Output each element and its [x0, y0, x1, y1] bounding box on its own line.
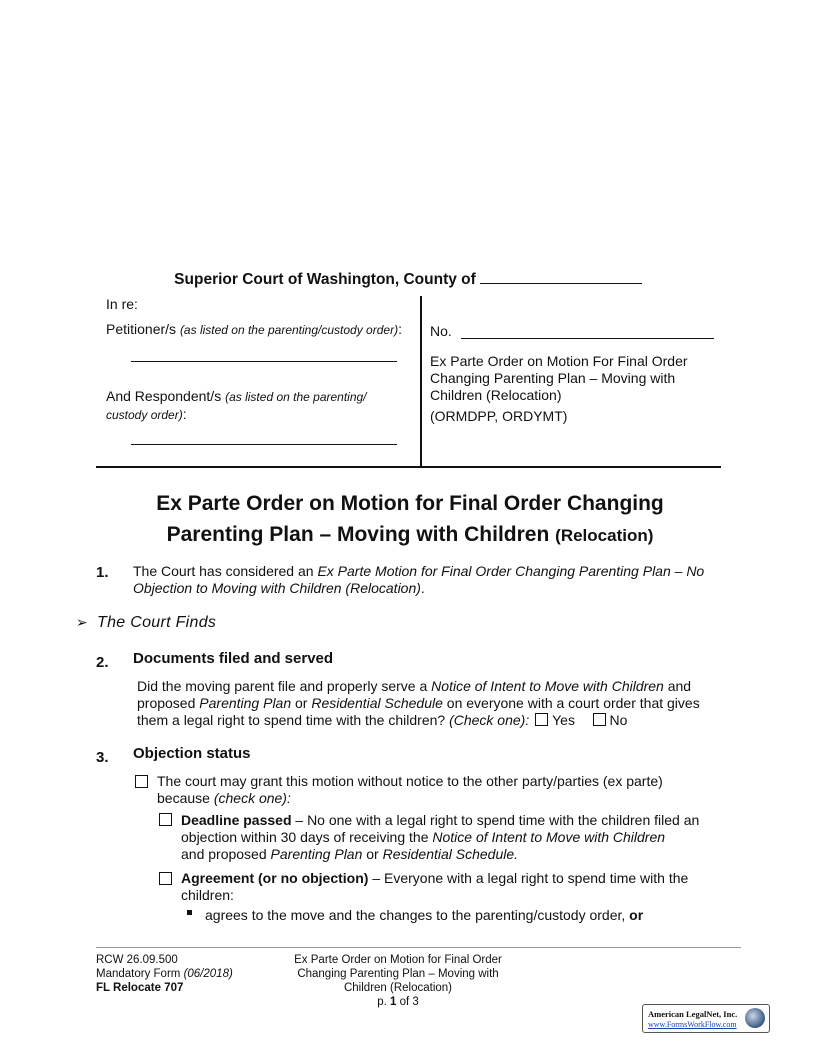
deadline-a: – No one with a legal right to spend time with the children filed an objection within 30 days of receiving the — [181, 812, 700, 845]
case-number-line[interactable] — [461, 338, 714, 339]
footer-rule — [96, 947, 741, 948]
agree-bold: Agreement (or no objection) — [181, 870, 369, 886]
caption-left — [106, 296, 406, 424]
document-title — [60, 488, 760, 551]
s2-t2: Notice of Intent to Move with Children — [431, 678, 664, 694]
s2-t8: (Check one): — [449, 712, 530, 728]
respondent-colon: : — [182, 406, 187, 422]
footer-page-a: p. — [377, 996, 390, 1008]
deadline-i3: Residential Schedule. — [382, 846, 519, 862]
order-title-line-3: Children (Relocation) — [430, 387, 562, 403]
footer-rcw: RCW 26.09.500 — [96, 954, 178, 966]
in-re-label: In re: — [106, 296, 138, 312]
footer-form-id: FL Relocate 707 — [96, 982, 184, 994]
footer-date: (06/2018) — [183, 968, 233, 980]
order-title-block — [430, 353, 720, 425]
ex-parte-text — [157, 773, 717, 807]
bullet-icon — [187, 910, 192, 915]
bullet-a: agrees to the move and the changes to the parenting/custody order, — [205, 907, 630, 923]
agree-a: – Everyone with a legal right to spend time with the children: — [181, 870, 689, 903]
section-2-text — [137, 678, 727, 729]
badge-name: American LegalNet, Inc. — [648, 1009, 738, 1019]
footer-mandatory-row — [96, 967, 296, 981]
yes-checkbox[interactable] — [535, 713, 548, 726]
title-line-2-row — [60, 519, 760, 551]
s1-text-italic: Ex Parte Motion for Final Order Changing Parenting Plan – No Objection to Moving with Children (Relocation) — [133, 563, 705, 596]
s2-t5: or — [291, 695, 312, 711]
respondent-label-row — [106, 388, 406, 424]
section-1-text — [133, 563, 723, 597]
agreement-text — [181, 870, 721, 904]
section-2-number: 2. — [96, 654, 109, 671]
no-checkbox[interactable] — [593, 713, 606, 726]
case-number-label: No. — [430, 323, 452, 339]
section-1-number: 1. — [96, 564, 109, 581]
s1-text-b: . — [420, 580, 425, 596]
s2-t6: Residential Schedule — [311, 695, 443, 711]
footer-mandatory: Mandatory Form — [96, 968, 184, 980]
deadline-c: or — [362, 846, 383, 862]
footer-page-row — [270, 995, 526, 1009]
grant-check-one: (check one): — [213, 790, 291, 806]
arrow-icon: ➢ — [76, 614, 88, 630]
yes-label: Yes — [552, 712, 575, 728]
agreement-checkbox[interactable] — [159, 872, 172, 885]
county-blank[interactable] — [480, 268, 642, 284]
no-label: No — [609, 712, 628, 728]
title-paren: (Relocation) — [555, 526, 654, 545]
petitioner-label: Petitioner/s — [106, 321, 177, 337]
deadline-b: and proposed — [181, 846, 271, 862]
order-title-line-1: Ex Parte Order on Motion For Final Order — [430, 353, 688, 369]
petitioner-label-row — [106, 321, 406, 339]
section-3-number: 3. — [96, 749, 109, 766]
ex-parte-checkbox[interactable] — [135, 775, 148, 788]
section-2-heading: Documents filed and served — [133, 650, 334, 667]
footer-center-2: Changing Parenting Plan – Moving with — [297, 968, 499, 980]
court-finds-heading: The Court Finds — [97, 614, 217, 631]
s2-t1: Did the moving parent file and properly serve a — [137, 678, 432, 694]
s2-t3: and proposed — [137, 678, 692, 711]
globe-logo-icon — [745, 1008, 765, 1028]
respondent-name-line[interactable] — [131, 444, 397, 445]
forms-workflow-badge[interactable] — [642, 1004, 770, 1033]
footer-page-num: 1 — [390, 996, 397, 1008]
respondent-note-1: (as listed on the parenting/ — [225, 390, 367, 404]
footer-center-1: Ex Parte Order on Motion for Final Order — [294, 954, 502, 966]
caption-divider — [420, 296, 422, 468]
section-3-heading: Objection status — [133, 745, 251, 762]
s2-t7: on everyone with a court order that gives them a legal right to spend time with the children? — [137, 695, 700, 728]
petitioner-colon: : — [398, 321, 402, 337]
s2-t4: Parenting Plan — [199, 695, 292, 711]
footer-center-3: Children (Relocation) — [343, 982, 453, 994]
bullet-text — [205, 907, 725, 924]
respondent-note-2: custody order) — [106, 408, 183, 422]
badge-url[interactable]: www.FormsWorkFlow.com — [648, 1020, 737, 1029]
title-line-2: Parenting Plan – Moving with Children — [166, 523, 550, 546]
court-heading — [0, 268, 816, 289]
s1-text-a: The Court has considered an — [133, 563, 318, 579]
deadline-passed-text — [181, 812, 721, 863]
court-title: Superior Court of Washington, County of — [174, 271, 476, 288]
footer-center — [270, 953, 526, 1009]
footer-page-b: of 3 — [396, 996, 419, 1008]
grant-text: The court may grant this motion without notice to the other party/parties (ex parte) because — [157, 773, 663, 806]
petitioner-name-line[interactable] — [131, 361, 397, 362]
order-title-line-2: Changing Parenting Plan – Moving with — [430, 370, 676, 386]
caption-bottom-rule — [96, 466, 721, 468]
deadline-bold: Deadline passed — [181, 812, 292, 828]
title-line-1: Ex Parte Order on Motion for Final Order Changing — [156, 492, 664, 515]
footer-left — [96, 953, 296, 995]
deadline-passed-checkbox[interactable] — [159, 813, 172, 826]
petitioner-note: (as listed on the parenting/custody order) — [179, 323, 399, 337]
deadline-i2: Parenting Plan — [270, 846, 363, 862]
form-codes: (ORMDPP, ORDYMT) — [430, 408, 568, 424]
deadline-i1: Notice of Intent to Move with Children — [432, 829, 666, 845]
respondent-label: And Respondent/s — [106, 388, 222, 404]
bullet-or: or — [629, 907, 644, 923]
